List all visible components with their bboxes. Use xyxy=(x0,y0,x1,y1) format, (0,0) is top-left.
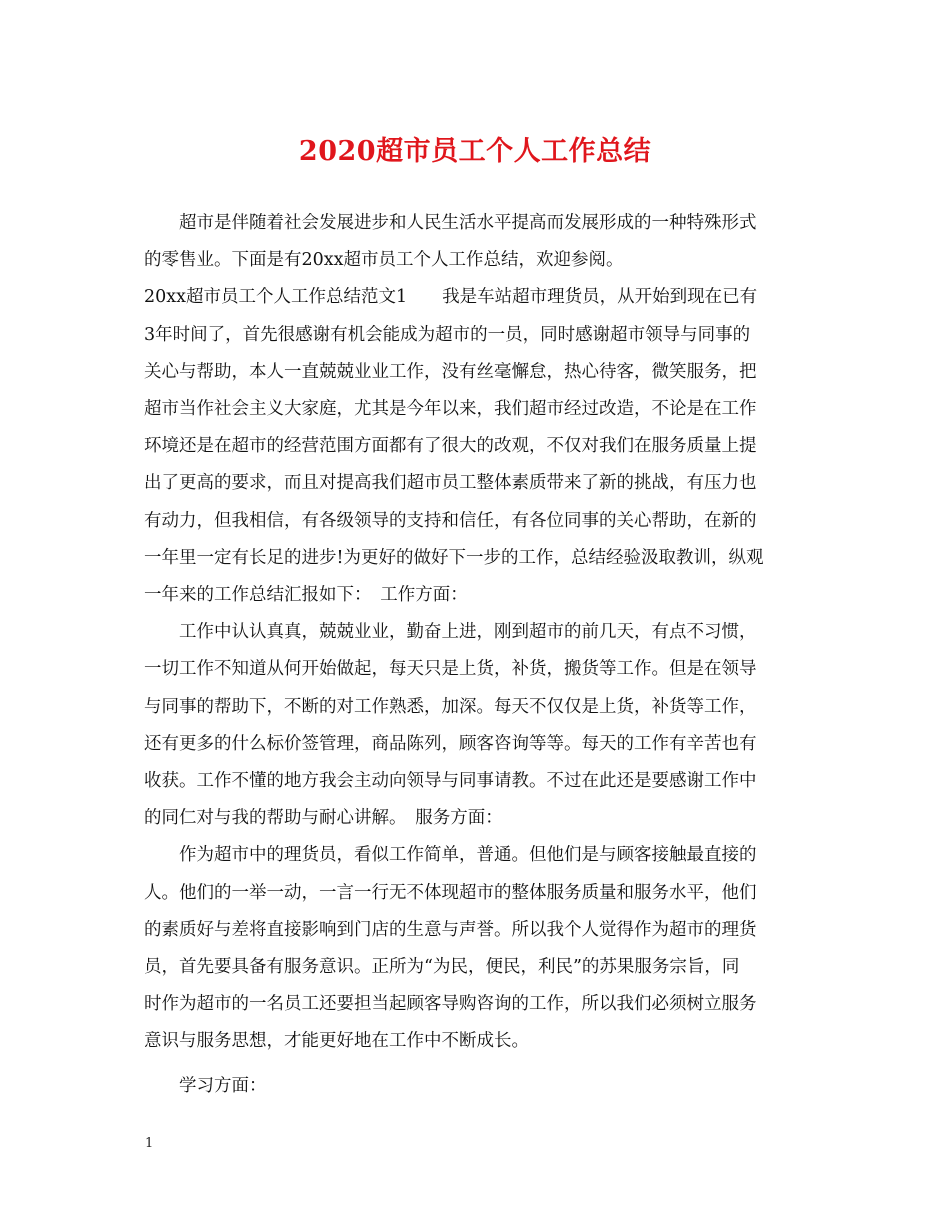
text-line: 意识与服务思想，才能更好地在工作中不断成长。 xyxy=(144,1031,529,1052)
text-line: 还有更多的什么标价签管理，商品陈列，顾客咨询等等。每天的工作有辛苦也有 xyxy=(144,733,757,754)
text-line: 人。他们的一举一动，一言一行无不体现超市的整体服务质量和服务水平，他们 xyxy=(144,882,757,903)
text-line: 收获。工作不懂的地方我会主动向领导与同事请教。不过在此还是要感谢工作中 xyxy=(144,771,757,792)
document-body xyxy=(144,205,806,1105)
text-line: 一年里一定有长足的进步!为更好的做好下一步的工作，总结经验汲取教训，纵观 xyxy=(144,547,764,568)
text-line: 20xx超市员工个人工作总结范文1 我是车站超市理货员，从开始到现在已有 xyxy=(144,287,758,308)
text-line: 一切工作不知道从何开始做起，每天只是上货，补货，搬货等工作。但是在领导 xyxy=(144,659,757,680)
text-line: 3年时间了，首先很感谢有机会能成为超市的一员，同时感谢超市领导与同事的 xyxy=(144,324,751,345)
text-line: 作为超市中的理货员，看似工作简单，普通。但他们是与顾客接触最直接的 xyxy=(179,845,757,866)
page-number: 1 xyxy=(145,1136,154,1151)
text-line: 的零售业。下面是有20xx超市员工个人工作总结，欢迎参阅。 xyxy=(144,250,624,271)
text-line: 工作中认认真真，兢兢业业，勤奋上进，刚到超市的前几天，有点不习惯， xyxy=(179,622,757,643)
text-line: 学习方面： xyxy=(179,1075,267,1096)
text-line: 关心与帮助，本人一直兢兢业业工作，没有丝毫懈怠，热心待客，微笑服务，把 xyxy=(144,361,757,382)
text-line: 有动力，但我相信，有各级领导的支持和信任，有各位同事的关心帮助，在新的 xyxy=(144,510,757,531)
text-line: 的素质好与差将直接影响到门店的生意与声誉。所以我个人觉得作为超市的理货 xyxy=(144,919,757,940)
service-paragraph xyxy=(144,837,806,1060)
text-line: 超市当作社会主义大家庭，尤其是今年以来，我们超市经过改造，不论是在工作 xyxy=(144,399,757,420)
text-line: 员，首先要具备有服务意识。正所为“为民，便民，利民”的苏果服务宗旨，同 xyxy=(144,957,740,978)
text-line: 的同仁对与我的帮助与耐心讲解。 服务方面： xyxy=(144,808,503,829)
study-heading-paragraph xyxy=(144,1068,806,1105)
text-line: 出了更高的要求，而且对提高我们超市员工整体素质带来了新的挑战，有压力也 xyxy=(144,473,757,494)
text-line: 与同事的帮助下，不断的对工作熟悉，加深。每天不仅仅是上货，补货等工作， xyxy=(144,696,757,717)
text-line: 环境还是在超市的经营范围方面都有了很大的改观，不仅对我们在服务质量上提 xyxy=(144,436,757,457)
text-line: 一年来的工作总结汇报如下： 工作方面： xyxy=(144,585,468,606)
text-line: 时作为超市的一名员工还要担当起顾客导购咨询的工作，所以我们必须树立服务 xyxy=(144,994,757,1015)
work-paragraph xyxy=(144,614,806,837)
text-line: 超市是伴随着社会发展进步和人民生活水平提高而发展形成的一种特殊形式 xyxy=(179,213,757,233)
intro-paragraph xyxy=(144,205,806,279)
document-title: 2020超市员工个人工作总结 xyxy=(298,136,652,167)
sample-paragraph xyxy=(144,279,806,614)
